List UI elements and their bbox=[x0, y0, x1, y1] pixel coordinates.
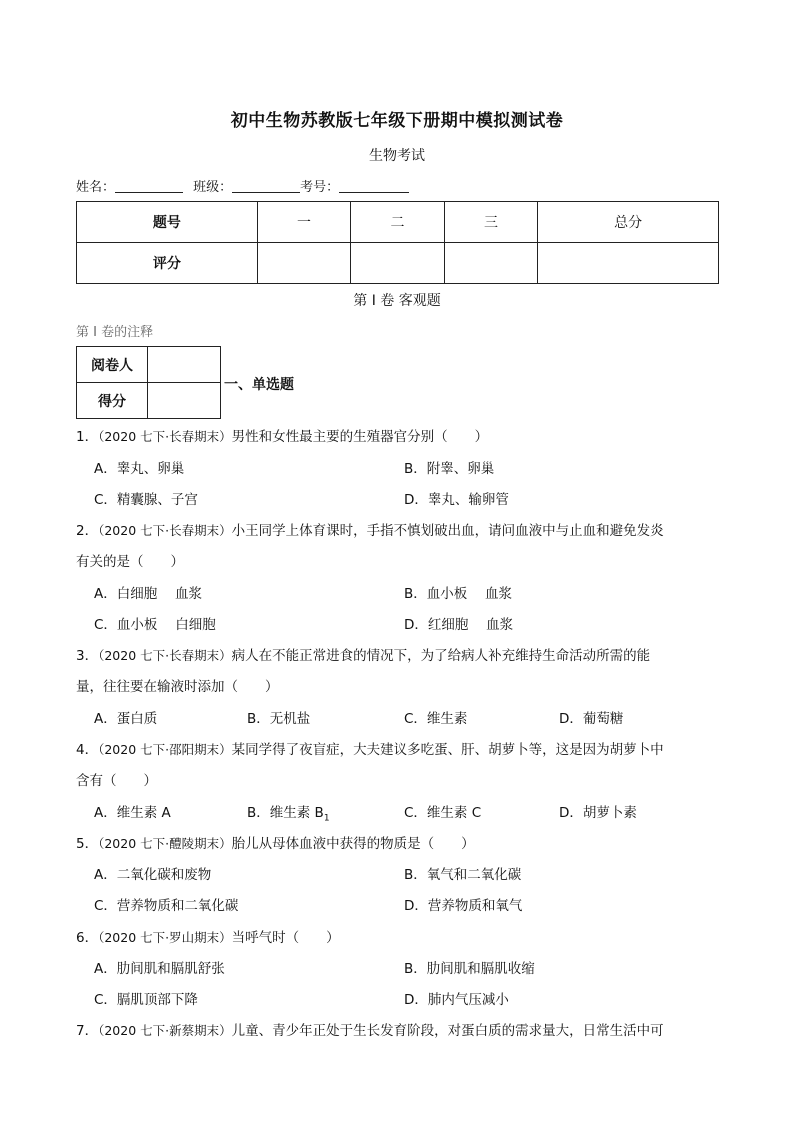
question-source: （2020 七下·邵阳期末） bbox=[98, 742, 232, 757]
option-b: B．肋间肌和膈肌收缩 bbox=[404, 961, 535, 977]
student-info-line bbox=[76, 176, 409, 195]
question-number: 4． bbox=[76, 742, 99, 758]
option-a: A．蛋白质 bbox=[94, 711, 158, 727]
option-c: C．精囊腺、子宫 bbox=[94, 492, 198, 508]
question-2 bbox=[76, 519, 664, 539]
option-c: C．血小板 白细胞 bbox=[94, 617, 216, 633]
option-d: D．红细胞 血浆 bbox=[404, 617, 514, 633]
option-a: A．白细胞 血浆 bbox=[94, 586, 203, 602]
question-3 bbox=[76, 644, 650, 664]
grader-table bbox=[76, 346, 221, 419]
score-row-label: 评分 bbox=[77, 243, 258, 284]
score-cell-total: 总分 bbox=[538, 202, 719, 243]
question-number: 5． bbox=[76, 836, 99, 852]
question-source: （2020 七下·长春期末） bbox=[98, 429, 232, 444]
id-label: 考号： bbox=[300, 180, 340, 195]
score-blank-3 bbox=[444, 243, 537, 284]
option-d: D．胡萝卜素 bbox=[559, 805, 637, 821]
option-d: D．睾丸、输卵管 bbox=[404, 492, 509, 508]
question-source: （2020 七下·长春期末） bbox=[98, 523, 232, 538]
section-title: 一、单选题 bbox=[224, 377, 294, 393]
option-d: D．营养物质和氧气 bbox=[404, 898, 523, 914]
score-blank-1 bbox=[257, 243, 350, 284]
reviewer-label: 阅卷人 bbox=[77, 347, 148, 383]
option-d: D．葡萄糖 bbox=[559, 711, 624, 727]
option-d: D．肺内气压减小 bbox=[404, 992, 509, 1008]
exam-subtitle: 生物考试 bbox=[369, 148, 425, 164]
option-b-text: B．维生素 B bbox=[247, 805, 324, 821]
question-6 bbox=[76, 926, 340, 946]
part-title: 第 I 卷 客观题 bbox=[353, 293, 441, 309]
option-b bbox=[247, 801, 330, 824]
question-text: 当呼气时（ ） bbox=[231, 930, 340, 946]
option-a: A．睾丸、卵巢 bbox=[94, 461, 185, 477]
reviewer-blank bbox=[148, 347, 221, 383]
score-label: 得分 bbox=[77, 383, 148, 419]
option-c: C．维生素 C bbox=[404, 805, 482, 821]
score-cell-section-3: 三 bbox=[444, 202, 537, 243]
question-number: 2． bbox=[76, 523, 99, 539]
option-a: A．维生素 A bbox=[94, 805, 171, 821]
question-1 bbox=[76, 425, 488, 445]
score-table-score-row bbox=[77, 243, 719, 284]
question-text: 胎儿从母体血液中获得的物质是（ ） bbox=[231, 836, 475, 852]
score-cell-section-1: 一 bbox=[257, 202, 350, 243]
option-c: C．膈肌顶部下降 bbox=[94, 992, 198, 1008]
score-cell-label: 题号 bbox=[77, 202, 258, 243]
name-label: 姓名： bbox=[76, 180, 116, 195]
question-4-continued: 含有（ ） bbox=[76, 773, 157, 789]
score-blank bbox=[148, 383, 221, 419]
score-blank-2 bbox=[351, 243, 444, 284]
question-5 bbox=[76, 832, 475, 852]
question-text: 某同学得了夜盲症，大夫建议多吃蛋、肝、胡萝卜等，这是因为胡萝卜中 bbox=[231, 742, 664, 758]
option-b: B．氧气和二氧化碳 bbox=[404, 867, 522, 883]
option-a: A．肋间肌和膈肌舒张 bbox=[94, 961, 225, 977]
question-number: 7． bbox=[76, 1023, 99, 1039]
question-source: （2020 七下·醴陵期末） bbox=[98, 836, 232, 851]
class-label: 班级： bbox=[193, 180, 233, 195]
question-source: （2020 七下·长春期末） bbox=[98, 648, 232, 663]
score-blank-total bbox=[538, 243, 719, 284]
question-text: 男性和女性最主要的生殖器官分别（ ） bbox=[231, 429, 489, 445]
score-table bbox=[76, 201, 719, 284]
question-text: 小王同学上体育课时，手指不慎划破出血，请问血液中与止血和避免发炎 bbox=[231, 523, 664, 539]
question-3-continued: 量，往往要在输液时添加（ ） bbox=[76, 679, 279, 695]
id-blank bbox=[339, 180, 409, 193]
option-a: A．二氧化碳和废物 bbox=[94, 867, 212, 883]
question-source: （2020 七下·罗山期末） bbox=[98, 930, 232, 945]
question-number: 3． bbox=[76, 648, 99, 664]
option-b: B．附睾、卵巢 bbox=[404, 461, 495, 477]
subscript: 1 bbox=[323, 813, 330, 824]
question-number: 6． bbox=[76, 930, 99, 946]
question-text: 病人在不能正常进食的情况下，为了给病人补充维持生命活动所需的能 bbox=[231, 648, 651, 664]
option-c: C．营养物质和二氧化碳 bbox=[94, 898, 239, 914]
question-source: （2020 七下·新蔡期末） bbox=[98, 1023, 232, 1038]
class-blank bbox=[232, 180, 300, 193]
option-b: B．无机盐 bbox=[247, 711, 311, 727]
question-4 bbox=[76, 738, 664, 758]
name-blank bbox=[115, 180, 183, 193]
question-7 bbox=[76, 1019, 664, 1039]
score-cell-section-2: 二 bbox=[351, 202, 444, 243]
question-text: 儿童、青少年正处于生长发育阶段，对蛋白质的需求量大，日常生活中可 bbox=[231, 1023, 664, 1039]
question-2-continued: 有关的是（ ） bbox=[76, 554, 184, 570]
option-c: C．维生素 bbox=[404, 711, 468, 727]
option-b: B．血小板 血浆 bbox=[404, 586, 513, 602]
question-number: 1． bbox=[76, 429, 99, 445]
score-table-header-row bbox=[77, 202, 719, 243]
part-note: 第 I 卷的注释 bbox=[76, 325, 154, 340]
exam-title: 初中生物苏教版七年级下册期中模拟测试卷 bbox=[230, 111, 564, 131]
